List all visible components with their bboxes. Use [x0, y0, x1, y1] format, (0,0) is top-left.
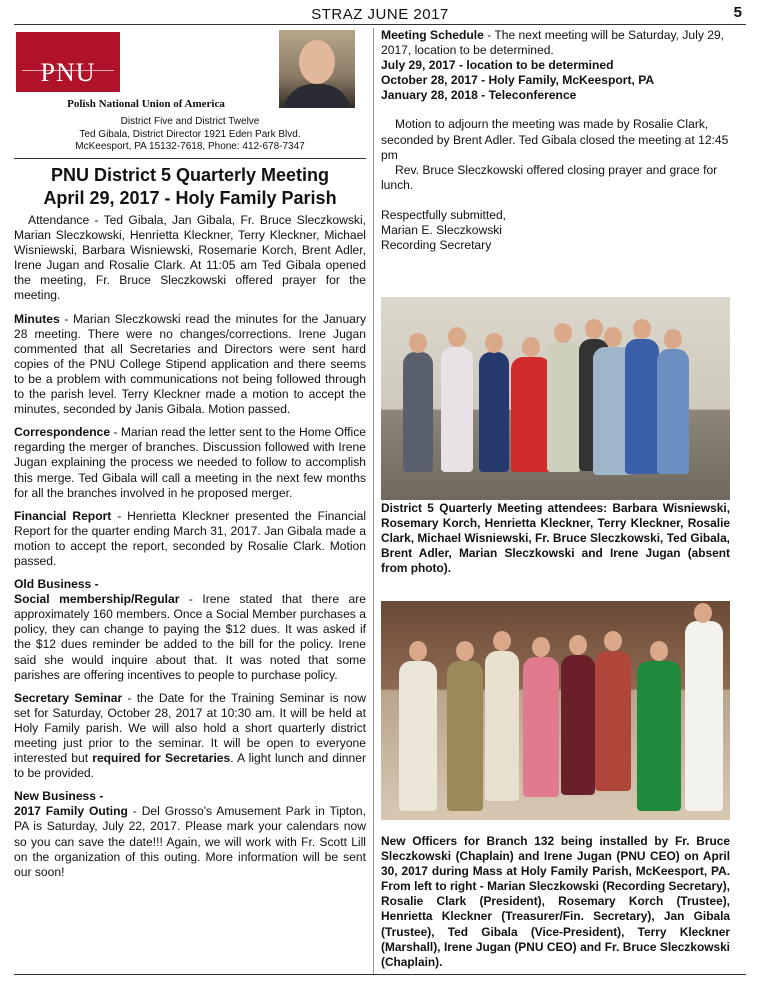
portrait-suit — [283, 84, 351, 108]
seminar-label: Secretary Seminar — [14, 690, 123, 705]
photo-head — [554, 323, 572, 343]
article-body — [14, 213, 366, 888]
seminar-text-end: . A light lunch and dinner to be provided. — [14, 751, 366, 781]
signoff-line: Respectfully submitted, — [381, 207, 507, 222]
photo-head — [604, 327, 622, 347]
headline-line: PNU District 5 Quarterly Meeting — [50, 165, 330, 185]
right-column — [381, 28, 731, 969]
outing-label: 2017 Family Outing — [14, 804, 128, 819]
photo-figure — [561, 655, 595, 795]
photo-head — [409, 333, 427, 353]
correspondence-label: Correspondence — [14, 425, 111, 440]
seminar-bold: required for Secretaries — [92, 751, 231, 766]
financial-label: Financial Report — [14, 508, 112, 523]
article-headline — [14, 164, 366, 210]
photo-figure — [657, 349, 689, 474]
schedule-item: January 28, 2018 - Teleconference — [381, 88, 577, 103]
officers-installation-photo — [381, 601, 730, 820]
attendance-paragraph: Attendance - Ted Gibala, Jan Gibala, Fr. Bruce Sleczkowski, Marian Sleczkowski, Henrietta Kleckner, Terry Kleckner, Michael Wisniewski, Barbara Wisniewski, Rosemarie Korch, Brent Adler, Irene Jugan and Rosalie Clark. At 11:05 am Ted Gibala opened the meeting, Fr. Bruce Sleczkowski offered prayer for the meeting. — [14, 213, 366, 303]
logo-text: PNU — [40, 58, 96, 87]
photo-head — [522, 337, 540, 357]
photo2-caption: New Officers for Branch 132 being installed by Fr. Bruce Sleczkowski (Chaplain) and Irene Jugan (PNU CEO) on April 30, 2017 during Mass at Holy Family Parish, McKeesport, PA. From left to right - Marian Sleczkowski (Recording Secretary), Rosalie Clark (President), Rosemary Korch (Trustee), Henrietta Kleckner (Treasurer/Fin. Secretary), Jan Gibala (Trustee), Ted Gibala (Vice-President), Terry Kleckner (Marshall), Irene Jugan (PNU CEO) and Fr. Bruce Sleczkowski (Chaplain). — [381, 834, 730, 969]
column-divider — [373, 28, 374, 974]
adjourn-paragraph: Motion to adjourn the meeting was made by Rosalie Clark, seconded by Brent Adler. Ted Gibala closed the meeting at 12:45 pm — [381, 117, 729, 162]
page-number: 5 — [733, 4, 742, 21]
masthead-rule — [14, 158, 366, 159]
photo-head — [694, 603, 712, 623]
photo-head — [532, 637, 550, 657]
photo-head — [456, 641, 474, 661]
correspondence-paragraph — [14, 425, 366, 500]
photo-head — [585, 319, 603, 339]
new-business-paragraph — [14, 789, 366, 880]
photo-head — [664, 329, 682, 349]
schedule-item: October 28, 2017 - Holy Family, McKeesport, PA — [381, 73, 655, 88]
outing-text: - Del Grosso's Amusement Park in Tipton, PA is Saturday, July 22, 2017. Please mark your calendars now so you can save the date!!! Again, we will work with Fr. Scott Lill on the organization of this outing. More information will be sent our soon! — [14, 804, 366, 879]
photo-figure — [685, 621, 723, 811]
portrait-face — [299, 40, 335, 84]
photo-figure — [625, 339, 659, 474]
photo-figure — [403, 352, 433, 472]
address-line: District Five and District Twelve — [120, 116, 260, 127]
attendees-group-photo — [381, 297, 730, 500]
old-business-paragraph — [14, 577, 366, 683]
photo-figure — [447, 661, 483, 811]
org-name: Polish National Union of America — [67, 98, 225, 110]
photo-head — [650, 641, 668, 661]
minutes-text: - Marian Sleczkowski read the minutes for the January 28 meeting. There were no changes/corrections. Irene Jugan commented that all Secretaries and Directors were sent hard copies of the PNU College Stipend application and there seems to be a problem with communications not being followed through to the parish level. Terry Kleckner made a motion to accept the minutes, seconded by Janis Gibala. Motion passed. — [14, 311, 366, 417]
photo-head — [493, 631, 511, 651]
photo-figure — [595, 651, 631, 791]
seminar-paragraph — [14, 691, 366, 782]
financial-paragraph — [14, 509, 366, 569]
photo-head — [409, 641, 427, 661]
old-business-label: Old Business - — [14, 577, 99, 592]
photo-head — [633, 319, 651, 339]
address-line: Ted Gibala, District Director 1921 Eden Park Blvd. — [79, 128, 301, 140]
photo-figure — [479, 352, 509, 472]
closing-paragraph: Rev. Bruce Sleczkowski offered closing prayer and grace for lunch. — [381, 162, 718, 192]
schedule-paragraph — [381, 28, 731, 103]
photo1-caption: District 5 Quarterly Meeting attendees: Barbara Wisniewski, Rosemary Korch, Henrietta Kleckner, Terry Kleckner, Rosalie Clark, Michael Wisniewski, Fr. Bruce Sleczkowski, Ted Gibala, Brent Adler, Marian Sleczkowski and Irene Jugan (absent from photo). — [381, 501, 730, 575]
new-business-label: New Business - — [14, 789, 104, 804]
schedule-text: - The next meeting will be Saturday, July 29, 2017, location to be determined. — [381, 28, 725, 58]
headline-line: April 29, 2017 - Holy Family Parish — [43, 188, 337, 208]
financial-text: - Henrietta Kleckner presented the Financial Report for the quarter ending March 31, 2017. Jan Gibala made a motion to accept the report, seconded by Rosalie Clark. Motion passed. — [14, 508, 366, 568]
newspaper-issue-title: STRAZ JUNE 2017 — [311, 6, 449, 23]
pnu-logo — [16, 32, 120, 92]
photo-figure — [399, 661, 437, 811]
social-label: Social membership/Regular — [14, 592, 180, 607]
seminar-text: - the Date for the Training Seminar is now set for Saturday, October 28, 2017 at 10:30 am. It will be held at Holy Family parish. We will also hold a short quarterly district meeting just prior to the seminar. It will be open to everyone interested but — [14, 690, 366, 766]
article-continuation — [381, 28, 731, 253]
photo-figure — [441, 347, 473, 472]
signoff — [381, 208, 731, 253]
page-header — [14, 4, 746, 25]
photo-head — [448, 327, 466, 347]
schedule-label: Meeting Schedule — [381, 28, 484, 42]
signoff-title: Recording Secretary — [381, 238, 492, 253]
address-line: McKeesport, PA 15132-7618, Phone: 412-678-7347 — [75, 141, 305, 152]
photo-figure — [523, 657, 559, 797]
social-text: - Irene stated that there are approximately 160 members. Once a Social Member purchases a policy, they can change to paying the $12 dues. It was asked if the $12 dues reminder be added to the bill for the policy. Irene said she would inquire about that. It was noted that some parishes are offering incentives to people to purchase policy. — [14, 592, 366, 682]
signoff-name: Marian E. Sleczkowski — [381, 223, 502, 238]
photo-figure — [511, 357, 551, 472]
minutes-paragraph — [14, 312, 366, 418]
schedule-item: July 29, 2017 - location to be determined — [381, 58, 614, 73]
page-bottom-rule — [14, 974, 746, 975]
minutes-label: Minutes — [14, 311, 60, 326]
director-portrait-photo — [279, 30, 355, 108]
district-address — [14, 116, 366, 154]
photo-figure — [547, 342, 581, 472]
photo-figure — [637, 661, 681, 811]
correspondence-text: - Marian read the letter sent to the Home Office regarding the merger of branches. Discussion followed with Irene Jugan explaining the process we needed to follow to accomplish this merge. Ted Gibala will call a meeting in the next few months for all the branches involved in he proposed merger. — [14, 425, 366, 500]
photo-head — [604, 631, 622, 651]
photo-head — [485, 333, 503, 353]
photo-figure — [485, 651, 519, 801]
photo-head — [569, 635, 587, 655]
